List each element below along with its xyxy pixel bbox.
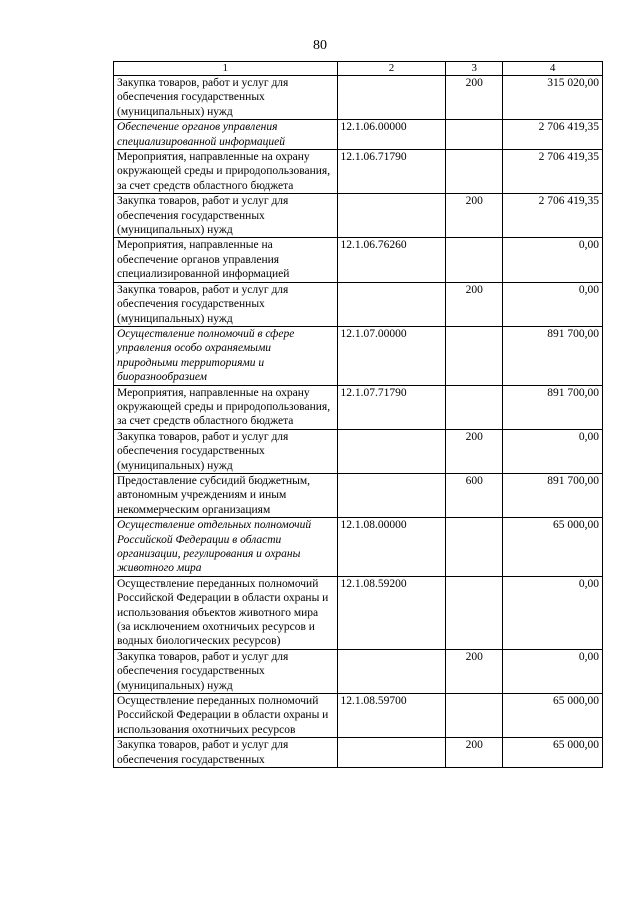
row-code-cell: 12.1.08.59200 (337, 576, 446, 649)
row-vr-cell: 200 (446, 738, 503, 768)
row-vr-cell (446, 326, 503, 385)
row-code-cell: 12.1.08.00000 (337, 518, 446, 577)
header-col-code: 2 (337, 62, 446, 76)
row-amount-cell: 891 700,00 (503, 385, 603, 429)
row-amount-cell: 0,00 (503, 429, 603, 473)
row-name-cell: Закупка товаров, работ и услуг для обеспечения государственных (муниципальных) нужд (114, 429, 338, 473)
row-name-cell: Осуществление переданных полномочий Российской Федерации в области охраны и использования объектов животного мира (за исключением охотничьих ресурсов и водных биологических ресурсов) (114, 576, 338, 649)
row-vr-cell (446, 694, 503, 738)
row-name-cell: Осуществление переданных полномочий Российской Федерации в области охраны и использования охотничьих ресурсов (114, 694, 338, 738)
table-row (114, 238, 603, 282)
row-vr-cell: 200 (446, 429, 503, 473)
header-row (114, 62, 603, 76)
row-amount-cell: 891 700,00 (503, 473, 603, 517)
row-name-cell: Осуществление полномочий в сфере управления особо охраняемыми природными территориями и биоразнообразием (114, 326, 338, 385)
row-name-cell: Мероприятия, направленные на обеспечение органов управления специализированной информацией (114, 238, 338, 282)
row-amount-cell: 2 706 419,35 (503, 194, 603, 238)
row-code-cell: 12.1.06.71790 (337, 150, 446, 194)
row-vr-cell (446, 238, 503, 282)
row-code-cell (337, 194, 446, 238)
row-amount-cell: 315 020,00 (503, 76, 603, 120)
row-vr-cell: 600 (446, 473, 503, 517)
table-row (114, 150, 603, 194)
table-row (114, 518, 603, 577)
row-code-cell (337, 738, 446, 768)
table-row (114, 282, 603, 326)
table-row (114, 194, 603, 238)
row-amount-cell: 2 706 419,35 (503, 150, 603, 194)
row-amount-cell: 65 000,00 (503, 738, 603, 768)
row-amount-cell: 891 700,00 (503, 326, 603, 385)
row-code-cell: 12.1.07.71790 (337, 385, 446, 429)
header-col-amount: 4 (503, 62, 603, 76)
row-code-cell (337, 473, 446, 517)
row-amount-cell: 0,00 (503, 649, 603, 693)
row-name-cell: Осуществление отдельных полномочий Российской Федерации в области организации, регулирования и охраны животного мира (114, 518, 338, 577)
row-name-cell: Закупка товаров, работ и услуг для обеспечения государственных (муниципальных) нужд (114, 282, 338, 326)
table-row (114, 120, 603, 150)
budget-table (113, 61, 603, 768)
row-vr-cell (446, 576, 503, 649)
row-code-cell (337, 429, 446, 473)
row-name-cell: Закупка товаров, работ и услуг для обеспечения государственных (муниципальных) нужд (114, 649, 338, 693)
row-amount-cell: 65 000,00 (503, 694, 603, 738)
table-row (114, 738, 603, 768)
row-amount-cell: 65 000,00 (503, 518, 603, 577)
table-row (114, 385, 603, 429)
row-name-cell: Закупка товаров, работ и услуг для обеспечения государственных (муниципальных) нужд (114, 194, 338, 238)
row-name-cell: Мероприятия, направленные на охрану окружающей среды и природопользования, за счет средств областного бюджета (114, 385, 338, 429)
row-amount-cell: 2 706 419,35 (503, 120, 603, 150)
row-code-cell: 12.1.06.76260 (337, 238, 446, 282)
table-row (114, 473, 603, 517)
table-row (114, 76, 603, 120)
row-vr-cell: 200 (446, 76, 503, 120)
row-code-cell: 12.1.08.59700 (337, 694, 446, 738)
row-vr-cell: 200 (446, 282, 503, 326)
row-code-cell: 12.1.06.00000 (337, 120, 446, 150)
header-col-name: 1 (114, 62, 338, 76)
row-name-cell: Обеспечение органов управления специализированной информацией (114, 120, 338, 150)
table-row (114, 694, 603, 738)
row-code-cell (337, 282, 446, 326)
row-amount-cell: 0,00 (503, 238, 603, 282)
row-code-cell (337, 76, 446, 120)
row-amount-cell: 0,00 (503, 576, 603, 649)
row-amount-cell: 0,00 (503, 282, 603, 326)
row-name-cell: Закупка товаров, работ и услуг для обеспечения государственных (114, 738, 338, 768)
table-row (114, 649, 603, 693)
row-vr-cell (446, 150, 503, 194)
table-row (114, 429, 603, 473)
row-code-cell (337, 649, 446, 693)
row-vr-cell: 200 (446, 649, 503, 693)
table-row (114, 576, 603, 649)
row-vr-cell: 200 (446, 194, 503, 238)
page-number: 80 (313, 38, 327, 53)
row-name-cell: Мероприятия, направленные на охрану окружающей среды и природопользования, за счет средств областного бюджета (114, 150, 338, 194)
row-code-cell: 12.1.07.00000 (337, 326, 446, 385)
header-col-vr: 3 (446, 62, 503, 76)
row-vr-cell (446, 518, 503, 577)
row-vr-cell (446, 385, 503, 429)
table-row (114, 326, 603, 385)
row-name-cell: Закупка товаров, работ и услуг для обеспечения государственных (муниципальных) нужд (114, 76, 338, 120)
row-name-cell: Предоставление субсидий бюджетным, автономным учреждениям и иным некоммерческим организациям (114, 473, 338, 517)
row-vr-cell (446, 120, 503, 150)
